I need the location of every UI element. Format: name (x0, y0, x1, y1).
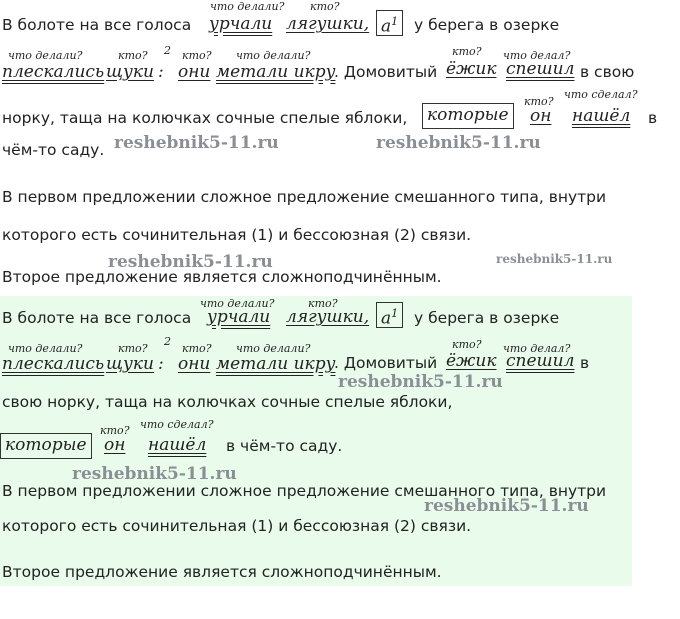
subject-word: лягушки, (286, 307, 370, 327)
predicate-word: плескались (2, 62, 105, 82)
conjunction-box: $а^1$ (376, 302, 403, 328)
question-label: кто? (118, 342, 148, 355)
question-label: что делал? (503, 342, 571, 355)
predicate-word: урчали (209, 14, 273, 34)
question-label: что делали? (236, 49, 311, 62)
question-label: что сделал? (140, 418, 214, 431)
watermark: reshebnik5-11.ru (72, 464, 237, 484)
analysis-line-1: В первом предложении сложное предложение смешанного типа, внутри (2, 188, 607, 206)
subject-word: щуки (106, 62, 154, 82)
subject-word: он (104, 435, 126, 455)
colon-mark: : (158, 354, 164, 374)
analysis-line-3: Второе предложение является сложноподчинённым. (2, 563, 442, 581)
predicate-word: нашёл (148, 435, 207, 455)
watermark: reshebnik5-11.ru (114, 133, 279, 153)
question-label: что делали? (8, 342, 83, 355)
question-label: кто? (100, 424, 130, 437)
predicate-word: плескались (2, 354, 105, 374)
watermark: reshebnik5-11.ru (376, 133, 541, 153)
question-label: что делали? (236, 342, 311, 355)
conjunction-box: которые (422, 103, 514, 129)
question-label: что сделал? (564, 88, 638, 101)
watermark: reshebnik5-11.ru (108, 252, 273, 272)
question-label: что делали? (200, 297, 275, 310)
question-label: кто? (310, 0, 340, 13)
question-label: кто? (182, 49, 212, 62)
predicate-word: метали икру (216, 354, 336, 374)
text-norku: норку, таща на колючках сочные спелые яблоки, (2, 109, 408, 127)
text-u-berega: у берега в озерке (414, 16, 560, 34)
text-domovity: . Домовитый (334, 63, 438, 81)
predicate-word: спешил (506, 59, 575, 79)
subject-word: ёжик (446, 59, 497, 79)
subject-word: лягушки, (286, 14, 370, 34)
text-chem-to-sadu: чём-то саду. (2, 141, 105, 159)
watermark: reshebnik5-11.ru (424, 496, 589, 516)
subject-word: они (178, 354, 211, 374)
analysis-line-1: В первом предложении сложное предложение смешанного типа, внутри (2, 482, 607, 500)
colon-mark: : (158, 62, 164, 82)
predicate-word: метали икру (216, 62, 336, 82)
link-number: 2 (164, 44, 171, 57)
conjunction-box: $а^1$ (376, 10, 403, 36)
question-label: что делали? (8, 49, 83, 62)
watermark: reshebnik5-11.ru (496, 252, 613, 266)
text-svoyu-norku: свою норку, таща на колючках сочные спелые яблоки, (2, 393, 453, 411)
question-label: кто? (182, 342, 212, 355)
question-label: кто? (452, 338, 482, 351)
text-v: в (580, 354, 590, 372)
text-intro: В болоте на все голоса (2, 16, 192, 34)
predicate-word: урчали (207, 307, 271, 327)
question-label: кто? (524, 95, 554, 108)
watermark: reshebnik5-11.ru (338, 372, 503, 392)
analysis-line-2: которого есть сочинительная (1) и бессоюзная (2) связи. (2, 517, 472, 535)
subject-word: он (530, 106, 552, 126)
text-v-svoyu: в свою (580, 63, 635, 81)
link-number: 2 (164, 335, 171, 348)
question-label: что делали? (210, 0, 285, 13)
analysis-line-2: которого есть сочинительная (1) и бессоюзная (2) связи. (2, 226, 472, 244)
text-domovity: . Домовитый (334, 354, 438, 372)
predicate-word: нашёл (572, 106, 631, 126)
analysis-line-3: Второе предложение является сложноподчинённым. (2, 268, 442, 286)
question-label: что делал? (503, 49, 571, 62)
question-label: кто? (452, 45, 482, 58)
text-u-berega: у берега в озерке (414, 309, 560, 327)
conjunction-box: которые (0, 433, 92, 459)
predicate-word: спешил (506, 351, 575, 371)
question-label: кто? (308, 297, 338, 310)
text-v: в (648, 109, 658, 127)
subject-word: ёжик (446, 351, 497, 371)
question-label: кто? (118, 49, 148, 62)
subject-word: щуки (106, 354, 154, 374)
text-intro: В болоте на все голоса (2, 309, 192, 327)
subject-word: они (178, 62, 211, 82)
text-v-chem-to-sadu: в чём-то саду. (226, 437, 343, 455)
